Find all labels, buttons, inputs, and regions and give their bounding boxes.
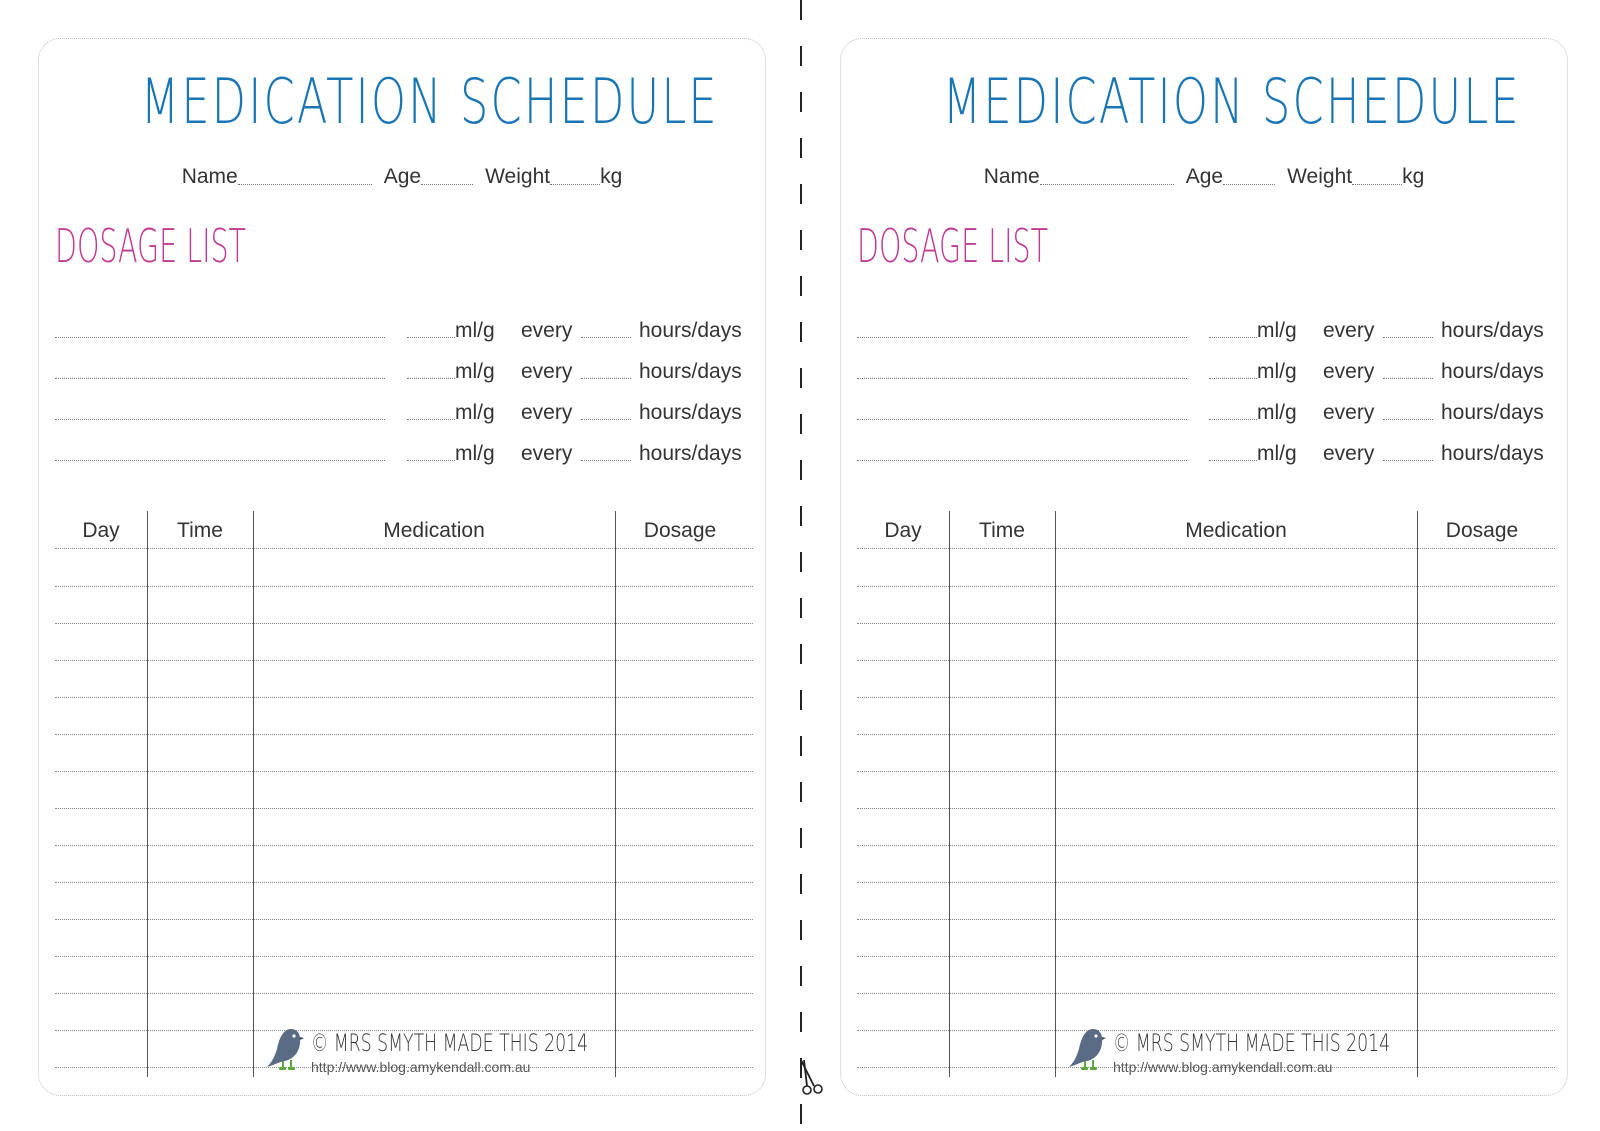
- frequency-field[interactable]: [581, 378, 631, 379]
- medication-name-field[interactable]: [55, 337, 385, 338]
- age-field[interactable]: [421, 184, 473, 185]
- column-header-medication: Medication: [1185, 519, 1287, 542]
- table-row[interactable]: [857, 697, 1555, 698]
- column-header-medication: Medication: [383, 519, 485, 542]
- table-row[interactable]: [55, 882, 753, 883]
- column-header-day: Day: [884, 519, 922, 542]
- dosage-row: [857, 319, 1545, 360]
- table-row[interactable]: [857, 660, 1555, 661]
- name-label: Name: [181, 165, 238, 188]
- dosage-row: [55, 360, 743, 401]
- copyright-text: © MRS SMYTH MADE THIS 2014: [1113, 1029, 1391, 1057]
- table-row[interactable]: [857, 586, 1555, 587]
- table-row[interactable]: [55, 845, 753, 846]
- dosage-unit: ml/g: [455, 360, 495, 383]
- table-row[interactable]: [857, 882, 1555, 883]
- frequency-field[interactable]: [1383, 460, 1433, 461]
- dosage-unit: ml/g: [1257, 442, 1297, 465]
- table-row[interactable]: [857, 919, 1555, 920]
- table-row[interactable]: [55, 697, 753, 698]
- table-row[interactable]: [55, 993, 753, 994]
- every-label: every: [1323, 442, 1375, 465]
- interval-unit: hours/days: [639, 360, 742, 383]
- copyright-text: © MRS SMYTH MADE THIS 2014: [311, 1029, 589, 1057]
- medication-name-field[interactable]: [857, 378, 1187, 379]
- frequency-field[interactable]: [1383, 337, 1433, 338]
- weight-unit: kg: [1402, 165, 1425, 188]
- dosage-unit: ml/g: [455, 319, 495, 342]
- name-label: Name: [983, 165, 1040, 188]
- medication-sheet-right: [840, 38, 1568, 1096]
- frequency-field[interactable]: [581, 460, 631, 461]
- table-row[interactable]: [857, 771, 1555, 772]
- dosage-unit: ml/g: [1257, 360, 1297, 383]
- dosage-amount-field[interactable]: [1209, 337, 1257, 338]
- dosage-list: [857, 319, 1545, 483]
- every-label: every: [521, 360, 573, 383]
- interval-unit: hours/days: [639, 319, 742, 342]
- medication-name-field[interactable]: [55, 419, 385, 420]
- dosage-amount-field[interactable]: [1209, 378, 1257, 379]
- weight-label: Weight: [1287, 165, 1353, 188]
- name-field[interactable]: [238, 184, 372, 185]
- weight-label: Weight: [485, 165, 551, 188]
- footer-url[interactable]: http://www.blog.amykendall.com.au: [1113, 1059, 1333, 1075]
- table-row[interactable]: [55, 623, 753, 624]
- medication-sheet-left: [38, 38, 766, 1096]
- patient-info-row: [841, 165, 1567, 189]
- footer-url[interactable]: http://www.blog.amykendall.com.au: [311, 1059, 531, 1075]
- table-header: [857, 511, 1555, 549]
- interval-unit: hours/days: [1441, 319, 1544, 342]
- dosage-amount-field[interactable]: [1209, 419, 1257, 420]
- table-row[interactable]: [55, 919, 753, 920]
- scissors-icon: [798, 1060, 828, 1096]
- dosage-row: [857, 360, 1545, 401]
- age-label: Age: [383, 165, 422, 188]
- medication-name-field[interactable]: [55, 378, 385, 379]
- interval-unit: hours/days: [1441, 401, 1544, 424]
- interval-unit: hours/days: [639, 401, 742, 424]
- column-header-day: Day: [82, 519, 120, 542]
- cut-line: [799, 0, 803, 1131]
- every-label: every: [521, 401, 573, 424]
- bird-icon: [265, 1025, 305, 1073]
- dosage-unit: ml/g: [455, 442, 495, 465]
- frequency-field[interactable]: [581, 337, 631, 338]
- dosage-row: [857, 401, 1545, 442]
- interval-unit: hours/days: [639, 442, 742, 465]
- frequency-field[interactable]: [581, 419, 631, 420]
- table-header: [55, 511, 753, 549]
- footer: [39, 1023, 765, 1083]
- medication-log-table: [857, 511, 1555, 1077]
- medication-name-field[interactable]: [857, 460, 1187, 461]
- age-field[interactable]: [1223, 184, 1275, 185]
- frequency-field[interactable]: [1383, 378, 1433, 379]
- column-header-time: Time: [979, 519, 1025, 542]
- column-header-time: Time: [177, 519, 223, 542]
- weight-unit: kg: [600, 165, 623, 188]
- dosage-list: [55, 319, 743, 483]
- table-row[interactable]: [857, 623, 1555, 624]
- dosage-row: [55, 319, 743, 360]
- medication-name-field[interactable]: [857, 337, 1187, 338]
- medication-name-field[interactable]: [55, 460, 385, 461]
- sheet-title: MEDICATION SCHEDULE: [140, 65, 719, 138]
- dosage-unit: ml/g: [1257, 401, 1297, 424]
- age-label: Age: [1185, 165, 1224, 188]
- table-row[interactable]: [857, 845, 1555, 846]
- dosage-list-title: DOSAGE LIST: [55, 219, 247, 273]
- dosage-row: [55, 442, 743, 483]
- dosage-amount-field[interactable]: [407, 378, 455, 379]
- dosage-amount-field[interactable]: [1209, 460, 1257, 461]
- table-row[interactable]: [55, 586, 753, 587]
- every-label: every: [521, 319, 573, 342]
- every-label: every: [1323, 319, 1375, 342]
- sheet-title: MEDICATION SCHEDULE: [942, 65, 1521, 138]
- every-label: every: [1323, 401, 1375, 424]
- dosage-amount-field[interactable]: [407, 460, 455, 461]
- medication-name-field[interactable]: [857, 419, 1187, 420]
- table-row[interactable]: [55, 734, 753, 735]
- table-row[interactable]: [857, 993, 1555, 994]
- interval-unit: hours/days: [1441, 360, 1544, 383]
- column-header-dosage: Dosage: [643, 519, 717, 542]
- medication-log-table: [55, 511, 753, 1077]
- footer: [841, 1023, 1567, 1083]
- every-label: every: [1323, 360, 1375, 383]
- dosage-unit: ml/g: [1257, 319, 1297, 342]
- table-row[interactable]: [55, 660, 753, 661]
- dosage-unit: ml/g: [455, 401, 495, 424]
- weight-field[interactable]: [550, 184, 600, 185]
- table-row[interactable]: [857, 956, 1555, 957]
- table-row[interactable]: [55, 956, 753, 957]
- patient-info-row: [39, 165, 765, 189]
- every-label: every: [521, 442, 573, 465]
- table-row[interactable]: [55, 808, 753, 809]
- name-field[interactable]: [1040, 184, 1174, 185]
- dosage-amount-field[interactable]: [407, 337, 455, 338]
- weight-field[interactable]: [1352, 184, 1402, 185]
- frequency-field[interactable]: [1383, 419, 1433, 420]
- table-row[interactable]: [857, 734, 1555, 735]
- column-header-dosage: Dosage: [1445, 519, 1519, 542]
- dosage-list-title: DOSAGE LIST: [857, 219, 1049, 273]
- dosage-row: [857, 442, 1545, 483]
- interval-unit: hours/days: [1441, 442, 1544, 465]
- table-row[interactable]: [55, 771, 753, 772]
- table-row[interactable]: [857, 808, 1555, 809]
- dosage-amount-field[interactable]: [407, 419, 455, 420]
- dosage-row: [55, 401, 743, 442]
- bird-icon: [1067, 1025, 1107, 1073]
